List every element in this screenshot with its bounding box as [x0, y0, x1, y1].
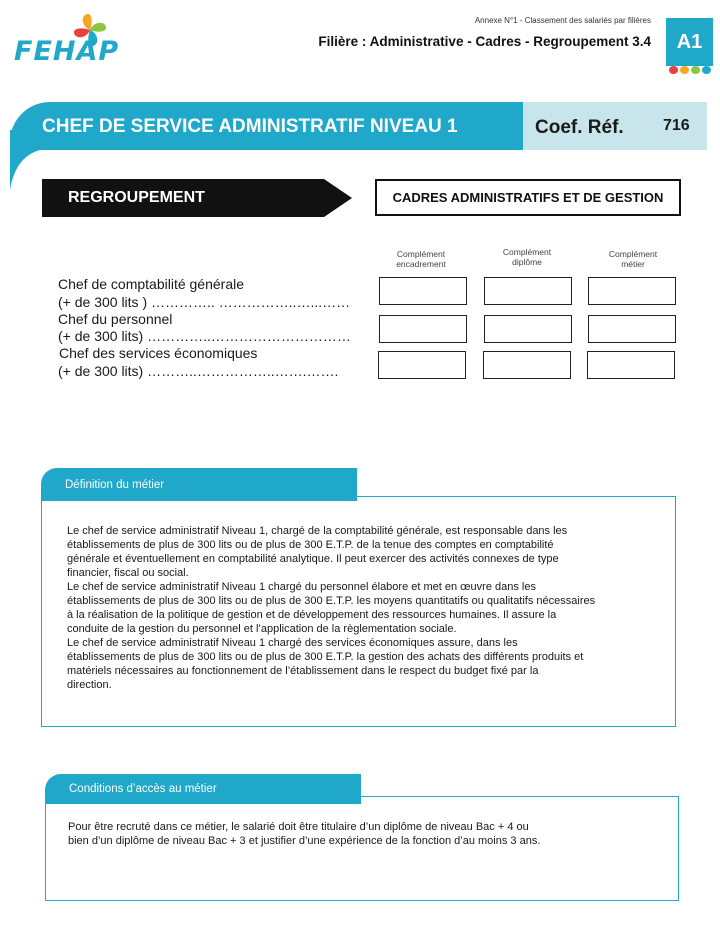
conditions-panel — [45, 796, 679, 901]
regroupement-label: REGROUPEMENT — [68, 189, 205, 206]
logo-wordmark: FEHAP — [14, 36, 120, 67]
coef-value: 716 — [663, 117, 690, 134]
job-3-encadrement-field[interactable] — [378, 351, 466, 379]
complement-header-metier: Complément métier — [608, 249, 658, 269]
definition-tab: Définition du métier — [41, 468, 357, 501]
dot-blue — [702, 66, 711, 74]
job-title: CHEF DE SERVICE ADMINISTRATIF NIVEAU 1 — [42, 116, 458, 137]
job-1-metier-field[interactable] — [588, 277, 676, 305]
coef-label: Coef. Réf. — [535, 117, 624, 138]
job-3-name: Chef des services économiques — [59, 345, 258, 361]
dot-green — [691, 66, 700, 74]
dot-orange — [680, 66, 689, 74]
job-3-metier-field[interactable] — [587, 351, 675, 379]
section-badge: A1 — [666, 18, 713, 66]
conditions-body: Pour être recruté dans ce métier, le salarié doit être titulaire d’un diplôme de niveau Bac + 4 ou bien d’un diplôme de niveau Bac + 3 et justifier d’une expérience de la fonction d’au moins 3 ans. — [68, 821, 541, 847]
complement-header-encadrement: Complément encadrement — [396, 249, 446, 269]
filiere-title: Filière : Administrative - Cadres - Regroupement 3.4 — [318, 34, 651, 49]
job-3-detail: (+ de 300 lits) ………..……………..…….……. — [58, 363, 339, 379]
conditions-tab: Conditions d’accès au métier — [45, 774, 361, 804]
definition-body: Le chef de service administratif Niveau 1, chargé de la comptabilité générale, est responsable dans les établissements de plus de 300 lits ou de plus de 300 E.T.P. de la tenue des comptes en comptabilité générale et éventuellement en comptabilité analytique. Il peut exercer des activités connexes de type financier, fiscal ou social. Le chef de service administratif Niveau 1 chargé du personnel élabore et met en œuvre dans les établissements de plus de 300 lits ou de plus de 300 E.T.P. les moyens quantitatifs ou qualitatifs nécessaires à la réalisation de la politique de gestion et de développement des ressources humaines. Il assure la conduite de la gestion du personnel et l’application de la règlementation sociale. Le chef de service administratif Niveau 1 chargé des services économiques assure, dans les établissements de plus de 300 lits ou de plus de 300 E.T.P. la gestion des achats des différents produits et matériels nécessaires au fonctionnement de l’établissement dans le respect du budget fixé par la direction. — [67, 525, 596, 691]
color-dots — [669, 66, 713, 74]
job-1-name: Chef de comptabilité générale — [58, 276, 245, 292]
dot-red — [669, 66, 678, 74]
job-1-encadrement-field[interactable] — [379, 277, 467, 305]
job-1-diplome-field[interactable] — [484, 277, 572, 305]
job-1-detail: (+ de 300 lits ) ………….. ……………..…...…… — [58, 294, 351, 310]
job-3-diplome-field[interactable] — [483, 351, 571, 379]
complement-header-diplome: Complément diplôme — [502, 247, 552, 267]
job-2-diplome-field[interactable] — [484, 315, 572, 343]
job-2-detail: (+ de 300 lits) …………..………………………… — [58, 328, 351, 344]
regroupement-value: CADRES ADMINISTRATIFS ET DE GESTION — [375, 179, 681, 216]
job-2-metier-field[interactable] — [588, 315, 676, 343]
job-2-encadrement-field[interactable] — [379, 315, 467, 343]
job-2-name: Chef du personnel — [58, 311, 173, 327]
annex-label: Annexe N°1 - Classement des salariés par filières — [474, 16, 651, 25]
title-bar-tail — [10, 130, 40, 190]
